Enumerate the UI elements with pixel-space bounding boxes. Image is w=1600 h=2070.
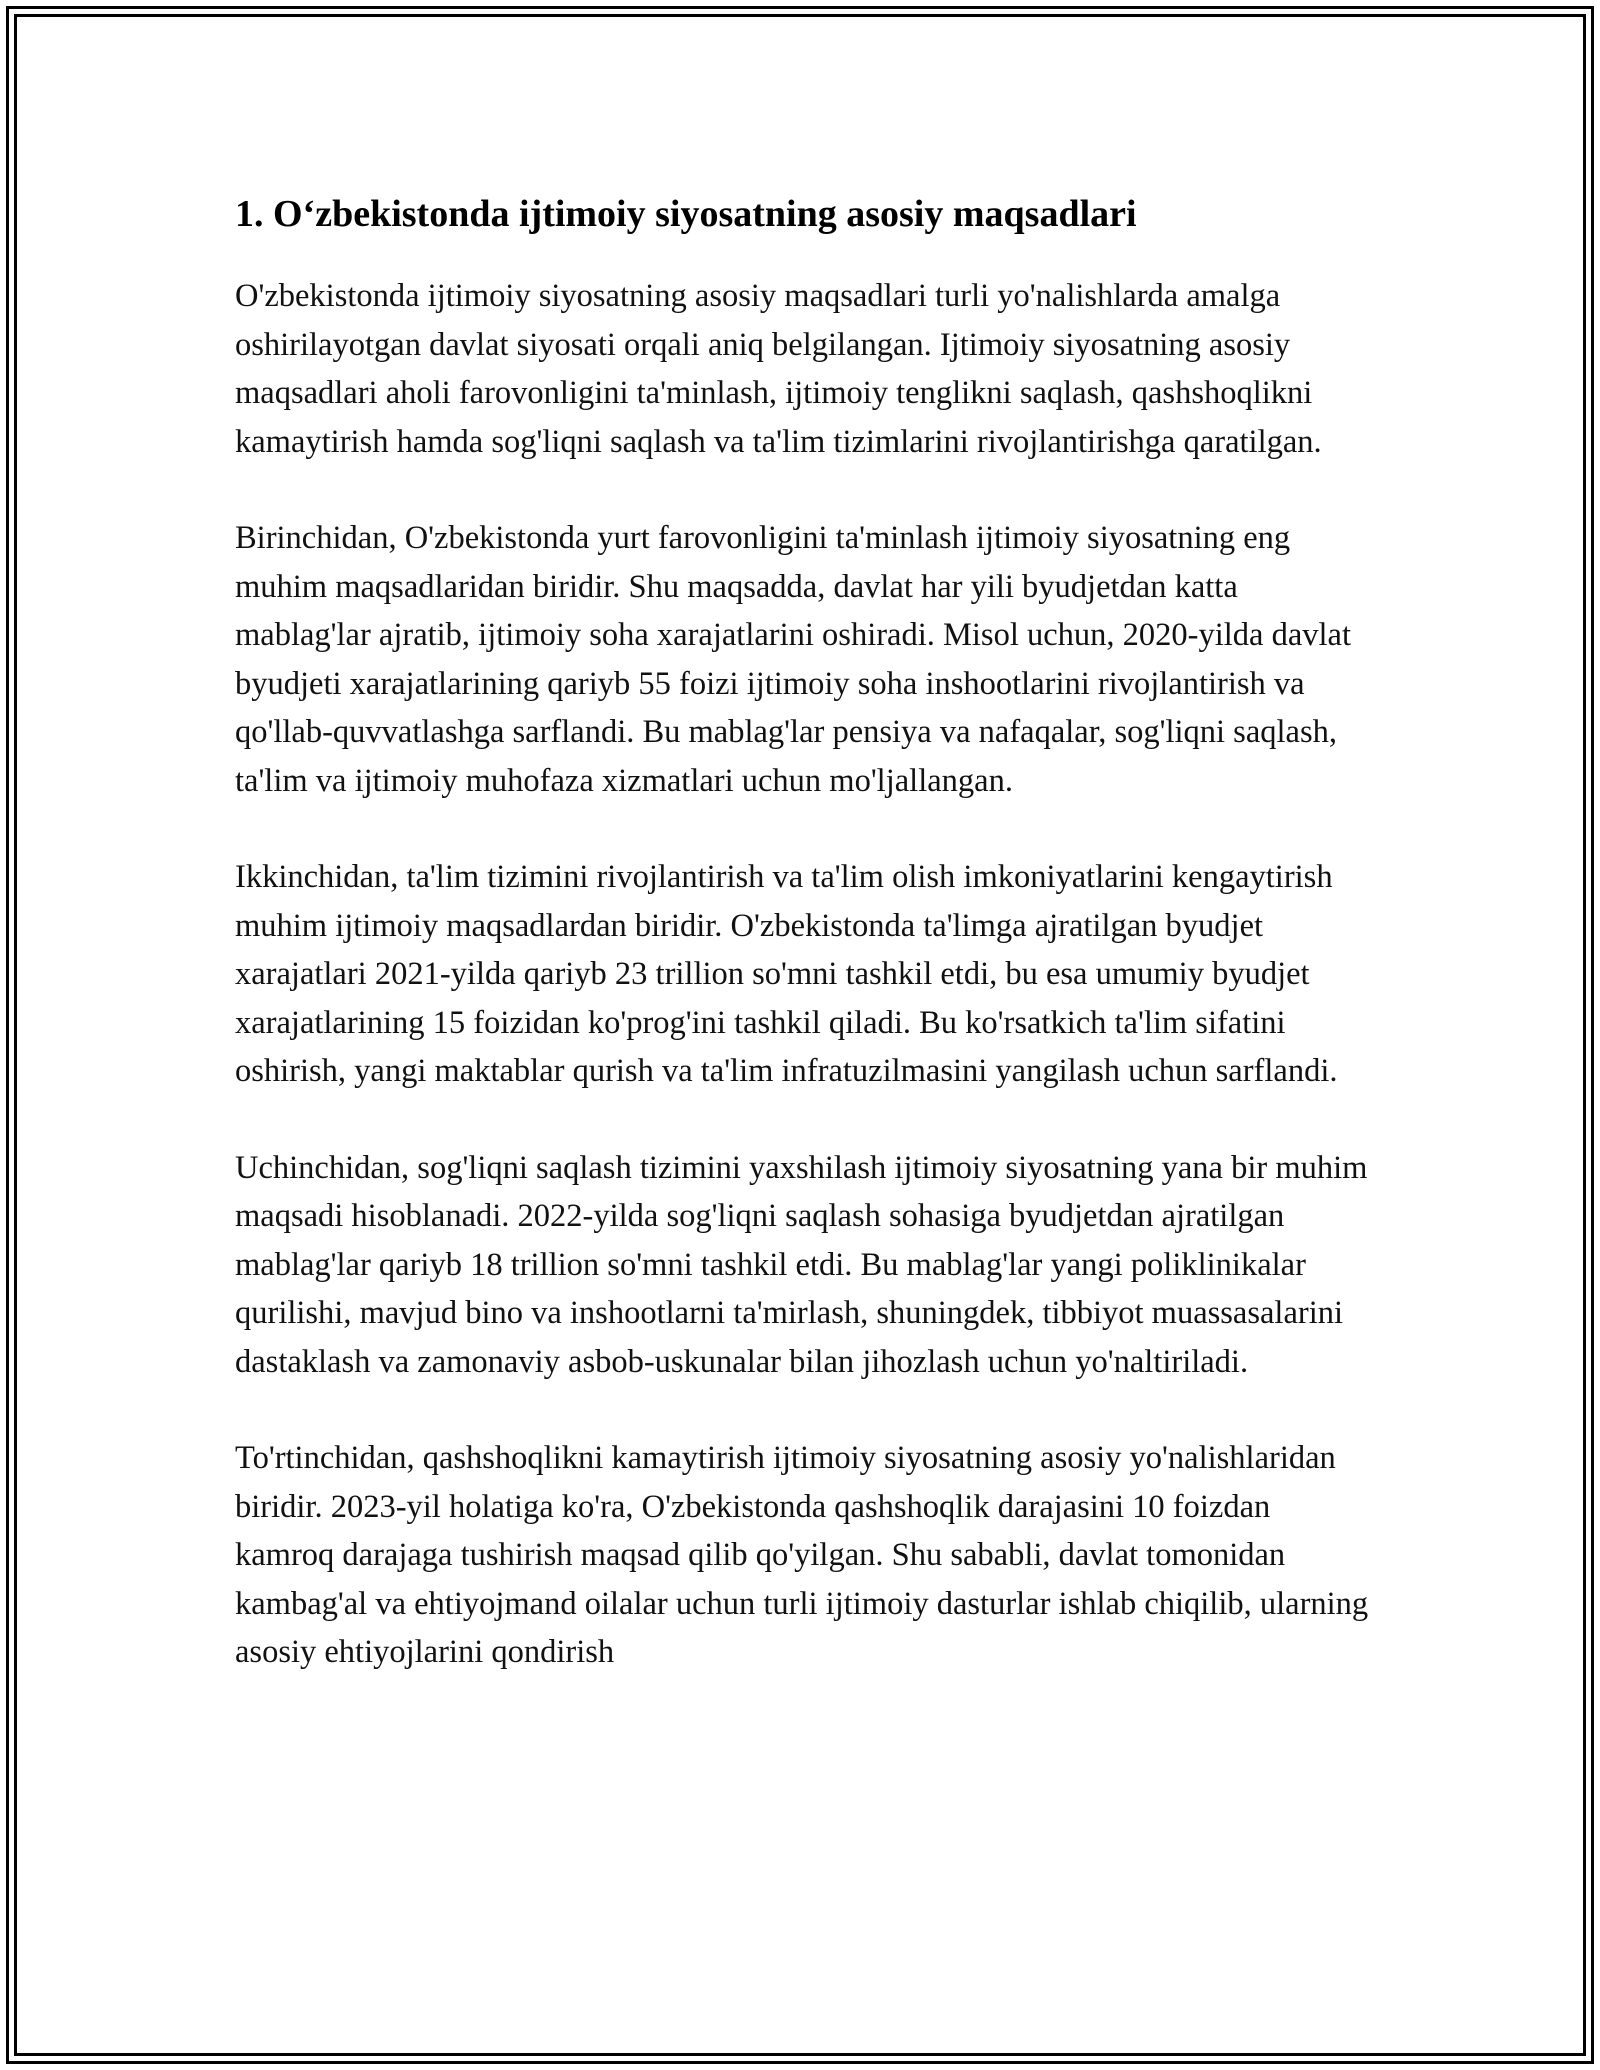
paragraph-third: Uchinchidan, sog'liqni saqlash tizimini yaxshilash ijtimoiy siyosatning yana bir muhim maqsadi hisoblanadi. 2022-yilda sog'liqni saqlash sohasiga byudjetdan ajratilgan mablag'lar qariyb 18 trillion so'mni tashkil etdi. Bu mablag'lar yangi poliklinikalar qurilishi, mavjud bino va inshootlarni ta'mirlash, shuningdek, tibbiyot muassasalarini dastaklash va zamonaviy asbob-uskunalar bilan jihozlash uchun yo'naltiriladi. — [235, 1149, 1368, 1380]
paragraph-intro: O'zbekistonda ijtimoiy siyosatning asosiy maqsadlari turli yo'nalishlarda amalga oshirilayotgan davlat siyosati orqali aniq belgilangan. Ijtimoiy siyosatning asosiy maqsadlari aholi farovonligini ta'minlash, ijtimoiy tenglikni saqlash, qashshoqlikni kamaytirish hamda sog'liqni saqlash va ta'lim tizimlarini rivojlantirishga qaratilgan. — [235, 278, 1322, 460]
paragraph-second: Ikkinchidan, ta'lim tizimini rivojlantirish va ta'lim olish imkoniyatlarini kengaytirish muhim ijtimoiy maqsadlardan biridir. O'zbekistonda ta'limga ajratilgan byudjet xarajatlari 2021-yilda qariyb 23 trillion so'mni tashkil etdi, bu esa umumiy byudjet xarajatlarining 15 foizidan ko'prog'ini tashkil qiladi. Bu ko'rsatkich ta'lim sifatini oshirish, yangi maktablar qurish va ta'lim infratuzilmasini yangilash uchun sarflandi. — [235, 859, 1338, 1089]
document-body — [235, 186, 1375, 1725]
paragraph-first: Birinchidan, O'zbekistonda yurt farovonligini ta'minlash ijtimoiy siyosatning eng muhim maqsadlaridan biridir. Shu maqsadda, davlat har yili byudjetdan katta mablag'lar ajratib, ijtimoiy soha xarajatlarini oshiradi. Misol uchun, 2020-yilda davlat byudjeti xarajatlarining qariyb 55 foizi ijtimoiy soha inshootlarini rivojlantirish va qo'llab-quvvatlashga sarflandi. Bu mablag'lar pensiya va nafaqalar, sog'liqni saqlash, ta'lim va ijtimoiy muhofaza xizmatlari uchun mo'ljallangan. — [235, 520, 1351, 799]
paragraph-fourth: To'rtinchidan, qashshoqlikni kamaytirish ijtimoiy siyosatning asosiy yo'nalishlaridan biridir. 2023-yil holatiga ko'ra, O'zbekistonda qashshoqlik darajasini 10 foizdan kamroq darajaga tushirish maqsad qilib qo'yilgan. Shu sababli, davlat tomonidan kambag'al va ehtiyojmand oilalar uchun turli ijtimoiy dasturlar ishlab chiqilib, ularning asosiy ehtiyojlarini qondirish — [235, 1440, 1369, 1670]
section-heading: 1. O‘zbekistonda ijtimoiy siyosatning asosiy maqsadlari — [235, 193, 1137, 235]
